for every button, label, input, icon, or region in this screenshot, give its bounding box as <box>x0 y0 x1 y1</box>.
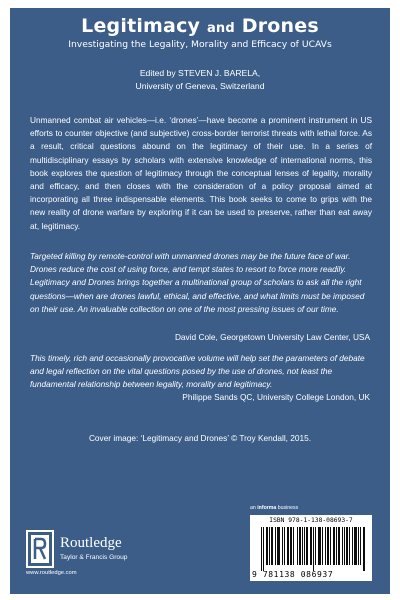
barcode-bar <box>291 527 292 565</box>
barcode-bar <box>279 527 280 565</box>
barcode-bar <box>315 527 316 565</box>
barcode-bar <box>261 527 262 571</box>
barcode-bar <box>290 527 291 565</box>
barcode-bar <box>347 527 348 565</box>
barcode-bar <box>355 527 356 565</box>
barcode-bar <box>356 527 357 565</box>
editor-affiliation: University of Geneva, Switzerland <box>135 80 265 91</box>
editor-block <box>20 67 380 92</box>
barcode-bar <box>311 527 312 565</box>
title-main: Legitimacy <box>81 15 201 37</box>
barcode-bar <box>310 527 311 565</box>
edited-by: Edited by STEVEN J. BARELA, <box>139 68 261 78</box>
barcode-bar <box>325 527 326 565</box>
publisher-group: Taylor & Francis Group <box>60 554 128 561</box>
barcode-bar <box>306 527 307 565</box>
barcode-bar <box>318 527 319 565</box>
barcode-bar <box>342 527 343 565</box>
barcode-bar <box>327 527 328 565</box>
book-description: Unmanned combat air vehicles—i.e. ‘drones’—have become a prominent instrument in US efforts to counter objective (and subjective) cross-border terrorist threats with lethal force. As a result, critical questions abound on the legitimacy of their use. In a series of multidisciplinary essays by scholars with extensive knowledge of international norms, this book explores the question of legitimacy through the conceptual lenses of legality, morality and efficacy, and then closes with the consideration of a policy proposal aimed at incorporating all three indispensable elements. This book seeks to come to grips with the new reality of drone warfare by exploring if it can be used to preserve, rather than eat away at, legitimacy. <box>30 115 372 231</box>
barcode-bar <box>288 527 289 565</box>
barcode-bar <box>272 527 273 565</box>
barcode-bar <box>338 527 339 565</box>
barcode-bar <box>302 527 303 565</box>
barcode-bar <box>307 527 308 565</box>
barcode-bar <box>300 527 301 565</box>
book-subtitle: Investigating the Legality, Morality and Efficacy of UCAVs <box>68 39 332 50</box>
barcode-bar <box>278 527 279 565</box>
barcode-bar <box>271 527 272 565</box>
barcode-bar <box>299 527 300 565</box>
barcode-bar <box>319 527 320 565</box>
barcode-bar <box>339 527 340 565</box>
barcode-bar <box>322 527 323 565</box>
endorsement-attribution-2: Philippe Sands QC, University College London, UK <box>182 392 370 402</box>
title-end: Drones <box>241 15 319 37</box>
endorsement-quote-1: Targeted killing by remote-control with unmanned drones may be the future face of war. Drones reduce the cost of using force, and tempt states to resort to force more readily. Legitimacy and Drones brings together a multinational group of scholars to ask all the right questions—when are drones lawful, ethical, and effective, and what limits must be imposed on their use. An invaluable collection on one of the most pressing issues of our time. <box>30 251 365 314</box>
barcode-bar <box>330 527 331 565</box>
barcode-bar <box>364 527 365 571</box>
barcode-bar <box>304 527 305 565</box>
ean-digits: 9 781138 086937 <box>252 570 334 579</box>
barcode-bar <box>275 527 276 565</box>
publisher-website: www.routledge.com <box>26 570 77 576</box>
barcode-bars-icon <box>261 527 365 571</box>
page-edge-right <box>390 0 400 600</box>
barcode-bar <box>269 527 270 565</box>
barcode-bar <box>363 527 364 571</box>
barcode-bar <box>360 527 361 565</box>
barcode-bar <box>267 527 268 565</box>
cover-image-credit: Cover image: ‘Legitimacy and Drones’ © Troy Kendall, 2015. <box>88 433 312 443</box>
barcode-bar <box>266 527 267 565</box>
barcode-bar <box>297 527 298 565</box>
endorsement-attribution-1: David Cole, Georgetown University Law Center, USA <box>174 332 370 342</box>
barcode-bar <box>263 527 264 571</box>
book-title <box>20 15 380 37</box>
routledge-logo-icon <box>26 530 54 568</box>
isbn-barcode <box>250 515 372 581</box>
barcode-bar <box>352 527 353 565</box>
barcode-bar <box>336 527 337 565</box>
barcode-bar <box>284 527 285 565</box>
barcode-bar <box>277 527 278 565</box>
barcode-bar <box>320 527 321 565</box>
barcode-bar <box>333 527 334 565</box>
barcode-bar <box>346 527 347 565</box>
page-edge-bottom <box>0 594 400 600</box>
page-edge-left <box>0 0 10 600</box>
barcode-bar <box>354 527 355 565</box>
publisher-name: Routledge <box>60 535 122 551</box>
page-edge-top <box>0 0 400 8</box>
barcode-bar <box>344 527 345 565</box>
title-and: and <box>206 21 235 36</box>
barcode-bar <box>313 527 314 571</box>
barcode-bar <box>349 527 350 565</box>
barcode-bar <box>282 527 283 565</box>
isbn-label: ISBN 978-1-138-08693-7 <box>269 517 353 524</box>
barcode-bar <box>293 527 294 565</box>
endorsement-quote-2: This timely, rich and occasionally provocative volume will help set the parameters of debate and legal reflection on the vital questions posed by the use of drones, not least the fundamental relationship between legality, morality and legitimacy. <box>30 353 365 390</box>
barcode-bar <box>358 527 359 565</box>
barcode-bar <box>287 527 288 565</box>
barcode-bar <box>334 527 335 565</box>
barcode-bar <box>328 527 329 565</box>
informa-business-mark: an informa business <box>250 505 299 511</box>
